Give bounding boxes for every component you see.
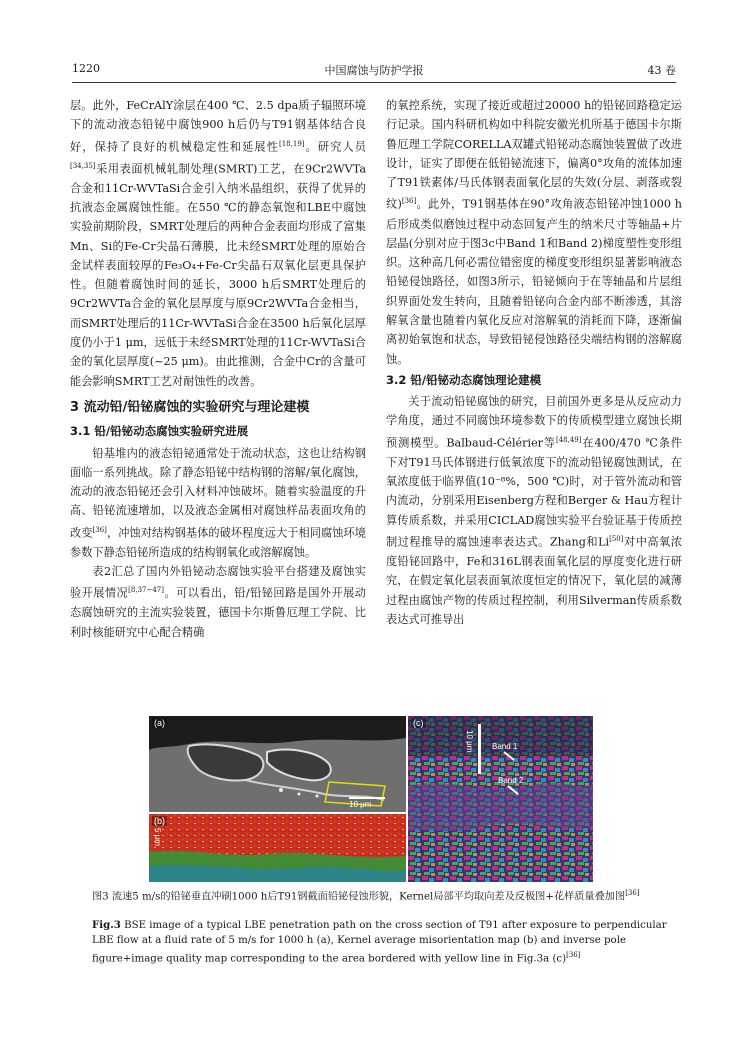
scale-bar-label-b: 5 μm — [153, 828, 162, 846]
page-header — [72, 62, 676, 82]
header-rule — [72, 82, 676, 83]
subsection-heading: 3.1 铅/铅铋动态腐蚀实验研究进展 — [70, 424, 249, 439]
volume-label: 43 卷 — [647, 64, 676, 77]
figure-label: Fig.3 — [92, 919, 121, 931]
paragraph: 的氧控系统，实现了接近或超过20000 h的铅铋回路稳定运行记录。国内科研机构如中科院安徽光机所基于德国卡尔斯鲁厄理工学院CORELLA双罐式铅铋动态腐蚀装置做了改进设计，证实了即便在低铅铋流速下，偏离0°攻角的流体加速了T91铁素体/马氏体钢表面氧化层的失效(分层、剥落或裂纹)[36]。此外，T91钢基体在90°攻角液态铅铋冲蚀1000 h后形成类似磨蚀过程中动态回复产生的纳米尺寸等轴晶+片层晶(分别对应于图3c中Band 1和Band 2)梯度塑性变形组织。这种高几何必需位错密度的梯度变形组织显著影响液态铅铋侵蚀路径，如图3所示，铅铋倾向于在等轴晶和片层组织界面处发生转向，且随着铅铋向合金内部不断渗透，其溶解氧含量也随着内氧化反应对溶解氧的消耗而下降，逐渐偏离初始氧饱和状态，导致铅铋侵蚀路径尖端结构钢的溶解腐蚀。 — [386, 99, 682, 366]
kam-map — [149, 814, 406, 882]
band-1-label: Band 1 — [492, 742, 518, 751]
figure-caption-cn: 图3 流速5 m/s的铅铋垂直冲刷1000 h后T91钢截面铅铋侵蚀形貌，Kernel局部平均取向差及反极图+花样质量叠加图[36] — [92, 889, 640, 903]
citation[interactable]: [8,37~47] — [128, 586, 164, 595]
citation[interactable]: [48,49] — [555, 435, 582, 444]
subsection-heading: 3.2 铅/铅铋动态腐蚀理论建模 — [386, 372, 542, 387]
paragraph: 层。此外，FeCrAlY涂层在400 ℃、2.5 dpa质子辐照环境下的流动液态铅铋中腐蚀900 h后仍与T91钢基体结合良好，保持了良好的机械稳定性和延展性[18,19]。研究人员[34,35]采用表面机械轧制处理(SMRT)工艺，在9Cr2WVTa合金和11Cr-WVTaSi合金引入纳米晶组织，获得了优异的抗液态金属腐蚀性能。在550 ℃的静态氧饱和LBE中腐蚀实验前期阶段，SMRT处理后的两种合金表面均形成了富集Mn、Si的Fe-Cr尖晶石薄膜，比未经SMRT处理的原始合金试样表面较厚的Fe₃O₄+Fe-Cr尖晶石双氧化层更具保护性。但随着腐蚀时间的延长，3000 h后SMRT处理后的9Cr2WVTa合金的氧化层厚度与原9Cr2WVTa合金相当，而SMRT处理后的11Cr-WVTaSi合金在3500 h后氧化层厚度仍小于1 μm，远低于未经SMRT处理的11Cr-WVTaSi合金的氧化层厚度(~25 μm)。由此推测，合金中Cr的含量可能会影响SMRT工艺对耐蚀性的改善。 — [70, 99, 366, 388]
band-2-label: Band 2 — [498, 776, 524, 785]
paragraph: 表2汇总了国内外铅铋动态腐蚀实验平台搭建及腐蚀实验开展情况[8,37~47]。可以看出，铅/铅铋回路是国外开展动态腐蚀研究的主流实验装置，德国卡尔斯鲁厄理工学院、比利时核能研究中心配合精确 — [70, 565, 366, 639]
citation[interactable]: [18,19] — [279, 139, 305, 148]
scale-bar-label-a: 10 μm — [349, 800, 372, 809]
paragraph: 铅基堆内的液态铅铋通常处于流动状态，这也让结构钢面临一系列挑战。除了静态铅铋中结构钢的溶解/氧化腐蚀，流动的液态铅铋还会引入材料冲蚀破坏。随着实验温度的升高、铅铋流速增加，以及液态金属相对腐蚀样品表面攻角的改变[36]，冲蚀对结构钢基体的破坏程度远大于相同腐蚀环境参数下静态铅铋所造成的结构钢氧化或溶解腐蚀。 — [70, 446, 366, 559]
panel-label-a: (a) — [154, 718, 165, 728]
citation[interactable]: [50] — [609, 535, 624, 543]
kam-map-panel — [149, 814, 406, 882]
paragraph: 关于流动铅铋腐蚀的研究，目前国外更多是从反应动力学角度，通过不同腐蚀环境参数下的传质模型建立腐蚀长期预测模型。Balbaud-Célérier等[48,49]在400/470 ℃条件下对T91马氏体钢进行低氧浓度下的流动铅铋腐蚀测试，在氧浓度低于临界值(10⁻⁸%，500 ℃)时，对于管外流动和管内流动，分别采用Eisenberg方程和Berger & Hau方程计算传质系数，并采用CICLAD腐蚀实验平台验证基于传质控制过程推导的腐蚀速率表达式。Zhang和Li[50]对中高氧浓度铅铋回路中，Fe和316L钢表面氧化层的厚度变化进行研究，在假定氧化层表面氧浓度恒定的情况下，氧化层的减薄过程由腐蚀产物的传质过程控制，利用Silverman传质系数表达式可推导出 — [386, 395, 682, 626]
citation[interactable]: [36] — [92, 525, 107, 534]
left-column — [70, 96, 366, 642]
page-number: 1220 — [72, 62, 100, 75]
right-column — [386, 96, 682, 629]
citation[interactable]: [36] — [625, 889, 640, 897]
section-heading: 3 流动铅/铅铋腐蚀的实验研究与理论建模 — [70, 399, 310, 415]
bse-image — [149, 716, 406, 812]
citation[interactable]: [36] — [566, 951, 581, 959]
scale-bar-label-c: 10 μm — [465, 730, 474, 753]
citation[interactable]: [34,35] — [70, 161, 96, 170]
ipf-map-panel — [408, 716, 593, 882]
panel-label-b: (b) — [154, 816, 165, 826]
ipf-map — [408, 716, 593, 882]
bse-image-panel — [149, 716, 406, 812]
citation[interactable]: [36] — [401, 197, 417, 206]
figure-3 — [149, 716, 593, 882]
journal-title: 中国腐蚀与防护学报 — [324, 64, 424, 77]
panel-label-c: (c) — [413, 718, 424, 728]
figure-caption-en: Fig.3 BSE image of a typical LBE penetration path on the cross section of T91 after exposure to perpendicular LBE flow at a fluid rate of 5 m/s for 1000 h (a), Kernel average misorientation map (b) and inverse pole figure+image quality map corresponding to the area bordered with yellow line in Fig.3a (c)[36] — [92, 919, 667, 965]
